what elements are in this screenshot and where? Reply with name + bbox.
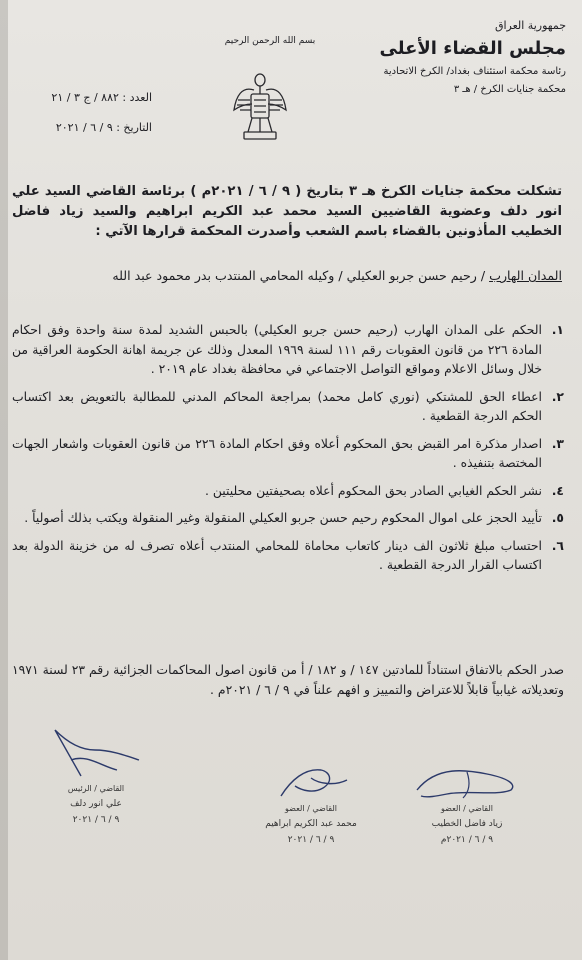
closing-paragraph: صدر الحكم بالاتفاق استناداً للمادتين ١٤٧ / و ١٨٢ / أ من قانون اصول المحاكمات الجزائية رقم ٢٣ لسنة ١٩٧١ وتعديلاته غيابياً قابلاً للاعتراض والتمييز و افهم علناً في ٩ / ٦ / ٢٠٢١م . — [12, 662, 564, 697]
item-text: نشر الحكم الغيابي الصادر بحق المحكوم أعلاه بصحيفتين محليتين . — [204, 482, 542, 498]
basmala: بسم الله الرحمن الرحيم — [224, 36, 316, 46]
item-number: ٢. — [551, 388, 564, 404]
signature-member-middle — [246, 760, 376, 845]
verdict-list — [12, 320, 564, 583]
list-item — [12, 434, 564, 473]
number-label: العدد : — [122, 91, 152, 104]
item-text: اصدار مذكرة امر القبض بحق المحكوم أعلاه وفق احكام المادة ٢٢٦ من قانون العقوبات واشعار الجهات المختصة بتنفيذه . — [12, 435, 543, 470]
list-item — [12, 536, 564, 575]
eagle-emblem-icon — [232, 70, 288, 150]
signature-member-right — [392, 760, 542, 845]
court-line: محكمة جنايات الكرخ / هـ ٣ — [453, 84, 566, 95]
list-item — [12, 508, 564, 528]
signature-block — [0, 740, 582, 870]
date-value: ٩ / ٦ / ٢٠٢١ — [55, 121, 113, 134]
signature-name: زياد فاضل الخطيب — [431, 819, 503, 829]
item-number: ١. — [551, 322, 564, 337]
item-text: احتساب مبلغ ثلاثون الف دينار كاتعاب محاماة للمحامي المنتدب أعلاه تصرف له من خزينة الدولة بعد اكتساب القرار الدرجة القطعية . — [12, 537, 542, 572]
subject-text: / رحيم حسن جربو العكيلي / وكيله المحامي المنتدب بدر محمود عبد الله — [112, 268, 486, 283]
reference-block — [12, 90, 152, 150]
signature-name: محمد عبد الكريم ابراهيم — [265, 819, 357, 829]
item-number: ٣. — [551, 435, 564, 451]
council-title: مجلس القضاء الأعلى — [379, 38, 566, 59]
number-value: ٨٨٢ / ج ٣ / ٢١ — [51, 91, 119, 104]
intro-paragraph: تشكلت محكمة جنايات الكرخ هـ ٣ بتاريخ ( ٩ / ٦ / ٢٠٢١م ) برئاسة القاضي السيد علي انور دلف وعضوية القاضيين السيد محمد عبد الكريم ابراهيم والسيد زياد فاضل الخطيب المأذونين بالقضاء باسم الشعب وأصدرت المحكمة قرارها الآتي : — [12, 184, 563, 239]
item-number: ٤. — [551, 482, 564, 498]
date-label: التاريخ : — [116, 121, 152, 134]
date-row — [12, 120, 152, 136]
signature-president — [26, 720, 166, 825]
item-text: تأييد الحجز على اموال المحكوم رحيم حسن جربو العكيلي المنقولة وغير المنقولة ويكتب بذلك أصولياً . — [24, 510, 542, 525]
number-row — [12, 90, 152, 106]
republic-line: جمهورية العراق — [494, 19, 566, 32]
list-item — [12, 387, 564, 426]
signature-date: ٩ / ٦ / ٢٠٢١م — [440, 835, 494, 845]
signature-role: القاضي / الرئيس — [67, 784, 125, 793]
list-item — [12, 320, 564, 379]
signature-date: ٩ / ٦ / ٢٠٢١ — [72, 815, 120, 825]
list-item — [12, 481, 564, 501]
signature-scribble-icon — [407, 760, 527, 804]
subject-label: المدان الهارب — [489, 268, 562, 283]
signature-role: القاضي / العضو — [441, 804, 493, 813]
subject-line — [12, 266, 562, 286]
item-number: ٥. — [551, 510, 564, 525]
presidency-line: رئاسة محكمة استئناف بغداد/ الكرخ الاتحادية — [383, 66, 566, 77]
signature-name: علي انور دلف — [70, 799, 122, 809]
item-text: الحكم على المدان الهارب (رحيم حسن جربو العكيلي) بالحبس الشديد لمدة سنة واحدة وفق احكام المادة ٢٢٦ من قانون العقوبات رقم ١١١ لسنة ١٩٦٩ المعدل وذلك عن جريمة اهانة الحكومة العراقية من خلال وسائل الاعلام ومواقع التواصل الاجتماعي في محافظة بغداد عام ٢٠١٩ . — [12, 322, 542, 376]
signature-scribble-icon — [41, 720, 151, 784]
letterhead-right — [366, 18, 566, 97]
item-number: ٦. — [551, 537, 564, 553]
signature-scribble-icon — [261, 760, 361, 804]
signature-date: ٩ / ٦ / ٢٠٢١ — [287, 835, 335, 845]
item-text: اعطاء الحق للمشتكي (نوري كامل محمد) بمراجعة المحاكم المدني للمطالبة بالتعويض بعد اكتساب الحكم الدرجة القطعية . — [12, 388, 542, 423]
signature-role: القاضي / العضو — [285, 804, 337, 813]
